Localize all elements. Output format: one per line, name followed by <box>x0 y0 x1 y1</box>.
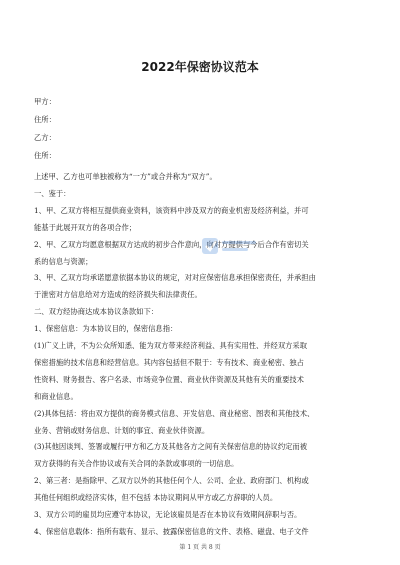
body-line: 二、双方经协商达成本协议条款如下： <box>34 307 159 317</box>
body-line: 2、第三者：是指除甲、乙双方以外的其他任何个人、公司、企业、政府部门、机构或 <box>34 476 309 486</box>
party-line: 甲方： <box>34 97 56 106</box>
watermark-logo <box>200 232 260 260</box>
body-line: (2)具体包括：将由双方提供的商务模式信息、开发信息、商业秘密、图表和其他技术、 <box>34 408 315 418</box>
party-line: 乙方： <box>34 133 56 142</box>
body-line: 能基于此展开双方的各项合作； <box>34 222 137 232</box>
body-line: (3)其他因谈判、签署或履行甲方和乙方及其他各方之间有关保密信息的协议约定而被 <box>34 442 308 452</box>
body-line: 保密措施的技术信息和经营信息。其内容包括但不限于：专有技术、商业秘密、独占 <box>34 357 304 367</box>
body-line: 1、甲、乙双方将相互提供商业资料，该资料中涉及双方的商业机密及经济利益，并可 <box>34 205 309 215</box>
body-line: 4、保密信息载体：指所有载有、显示、披露保密信息的文件、表格、磁盘、电子文件 <box>34 526 309 536</box>
body-line: 2、甲、乙双方均愿意根据双方达成的初步合作意向，向对方提供与今后合作有密切关 <box>34 239 309 249</box>
body-line: 双方获得的有关合作协议或有关合同的条款或事项的一切信息。 <box>34 459 239 469</box>
body-line: (1)广义上讲，不为公众所知悉、能为双方带来经济利益、具有实用性、并经双方采取 <box>34 341 308 350</box>
body-line: 系的信息与资源； <box>34 256 93 266</box>
body-line: 和商业信息。 <box>34 391 78 401</box>
body-line: 1、保密信息：为本协议目的，保密信息指： <box>34 324 178 334</box>
party-line: 住所： <box>34 115 56 124</box>
page-footer: 第 1 页 共 8 页 <box>179 544 221 551</box>
body-line: 于泄密对方信息给对方造成的经济损失和法律责任。 <box>34 290 202 300</box>
document-title: 2022年保密协议范本 <box>141 60 259 74</box>
body-line: 其他任何组织或经济实体，但不包括 本协议期间从甲方或乙方辞职的人员。 <box>34 493 278 503</box>
body-line: 性资料、财务报告、客户名录、市场竞争位置、商业伙伴资源及其他有关的重要技术 <box>34 374 304 384</box>
body-line: 一、鉴于： <box>34 188 71 198</box>
body-line: 3、甲、乙双方均承诺愿意依据本协议的规定，对对应保密信息承担保密责任，并承担由 <box>34 273 316 283</box>
body-line: 上述甲、乙方也可单独被称为“一方”或合并称为“双方”。 <box>34 172 217 181</box>
body-line: 3、双方公司的雇员均应遵守本协议，无论该雇员是否在本协议有效期间辞职与否。 <box>34 510 302 519</box>
party-line: 住所： <box>34 151 56 160</box>
body-line: 业务、营销或财务信息、计划的事宜、商业伙伴资源。 <box>34 425 210 435</box>
